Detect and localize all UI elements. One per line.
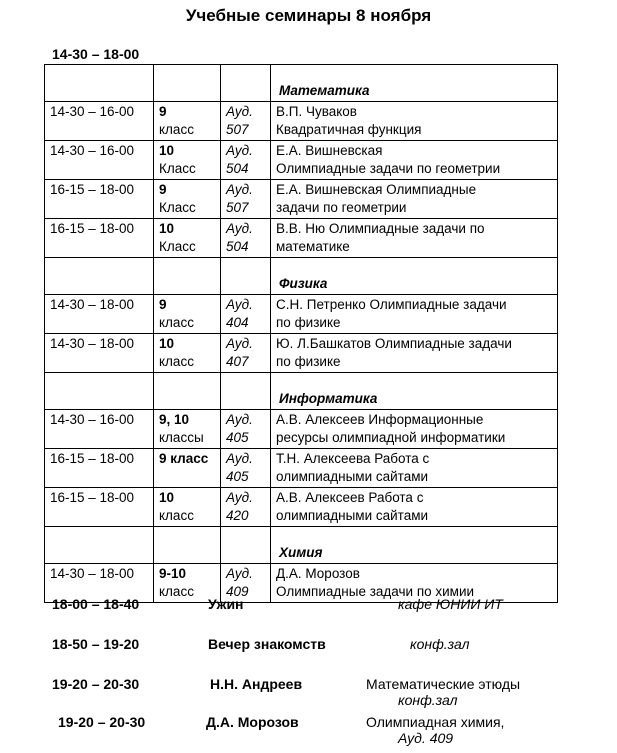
time-cell: 14-30 – 16-00 — [45, 410, 154, 449]
empty-cell — [45, 65, 154, 102]
seminar-line-2: ресурсы олимпиадной информатики — [276, 430, 506, 445]
subject-row — [45, 65, 558, 102]
time-cell: 16-15 – 18-00 — [45, 180, 154, 219]
subject-row — [45, 527, 558, 564]
table-row — [45, 410, 558, 449]
room-cell — [221, 488, 271, 527]
empty-cell — [154, 373, 221, 410]
grade-cell — [154, 334, 221, 373]
seminar-line-1: Е.А. Вишневская — [276, 143, 383, 158]
empty-cell — [154, 65, 221, 102]
room-number: 420 — [226, 508, 249, 523]
time-cell: 14-30 – 18-00 — [45, 564, 154, 603]
empty-cell — [221, 258, 271, 295]
room-number: 405 — [226, 469, 249, 484]
seminar-line-1: Е.А. Вишневская Олимпиадные — [276, 182, 477, 197]
event-place: кафе ЮНИИ ИТ — [398, 596, 503, 612]
seminar-line-1: Д.А. Морозов — [276, 566, 360, 581]
schedule-table — [44, 64, 558, 603]
table-row — [45, 180, 558, 219]
grade-number: 9 — [159, 104, 167, 119]
event-name: Д.А. Морозов — [206, 714, 299, 730]
room-label: Ауд. — [226, 297, 253, 312]
event-place: Ауд. 409 — [398, 730, 454, 746]
seminar-cell — [271, 295, 558, 334]
grade-cell — [154, 410, 221, 449]
room-number: 405 — [226, 430, 249, 445]
event-time: 18-50 – 19-20 — [52, 636, 140, 652]
event-place: конф.зал — [398, 692, 458, 708]
seminar-cell — [271, 334, 558, 373]
event-name: Вечер знакомств — [208, 636, 326, 652]
seminar-line-2: олимпиадными сайтами — [276, 508, 429, 523]
event-description: Математические этюды — [366, 676, 521, 692]
event-time: 18-00 – 18-40 — [52, 596, 140, 612]
seminar-cell — [271, 180, 558, 219]
seminar-line-1: Т.Н. Алексеева Работа с — [276, 451, 430, 466]
room-cell — [221, 102, 271, 141]
time-cell: 14-30 – 16-00 — [45, 141, 154, 180]
event-name: Ужин — [208, 596, 244, 612]
room-cell — [221, 219, 271, 258]
grade-word: Класс — [159, 239, 196, 254]
grade-cell — [154, 219, 221, 258]
seminar-cell — [271, 488, 558, 527]
grade-number: 9 — [159, 182, 167, 197]
grade-cell — [154, 295, 221, 334]
room-cell — [221, 410, 271, 449]
time-cell: 14-30 – 16-00 — [45, 102, 154, 141]
empty-cell — [45, 258, 154, 295]
grade-cell — [154, 488, 221, 527]
table-row — [45, 219, 558, 258]
subject-name: Информатика — [271, 373, 558, 410]
room-label: Ауд. — [226, 143, 253, 158]
event-item — [0, 636, 617, 672]
table-row — [45, 141, 558, 180]
room-label: Ауд. — [226, 336, 253, 351]
table-row — [45, 102, 558, 141]
grade-number: 10 — [159, 336, 175, 351]
block-time: 14-30 – 18-00 — [52, 46, 140, 62]
empty-cell — [154, 527, 221, 564]
seminar-line-2: задачи по геометрии — [276, 200, 407, 215]
event-name: Н.Н. Андреев — [210, 676, 303, 692]
room-number: 504 — [226, 161, 249, 176]
room-label: Ауд. — [226, 490, 253, 505]
room-label: Ауд. — [226, 412, 253, 427]
room-number: 409 — [226, 584, 249, 599]
seminar-line-1: Ю. Л.Башкатов Олимпиадные задачи — [276, 336, 512, 351]
room-label: Ауд. — [226, 182, 253, 197]
time-cell: 16-15 – 18-00 — [45, 449, 154, 488]
time-cell: 16-15 – 18-00 — [45, 219, 154, 258]
seminar-cell — [271, 102, 558, 141]
room-cell — [221, 141, 271, 180]
empty-cell — [221, 373, 271, 410]
grade-word: классы — [159, 430, 204, 445]
room-number: 507 — [226, 122, 249, 137]
empty-cell — [154, 258, 221, 295]
empty-cell — [45, 527, 154, 564]
seminar-line-2: математике — [276, 239, 350, 254]
room-number: 407 — [226, 354, 249, 369]
grade-number: 10 — [159, 143, 175, 158]
seminar-cell — [271, 449, 558, 488]
seminar-line-2: по физике — [276, 315, 341, 330]
time-cell: 14-30 – 18-00 — [45, 334, 154, 373]
event-item — [0, 714, 617, 750]
grade-number: 10 — [159, 490, 175, 505]
grade-word: Класс — [159, 200, 196, 215]
seminar-line-2: по физике — [276, 354, 341, 369]
grade-cell — [154, 449, 221, 488]
grade-word: класс — [159, 354, 194, 369]
event-item — [0, 676, 617, 712]
seminar-line-2: Олимпиадные задачи по геометрии — [276, 161, 501, 176]
grade-number: 10 — [159, 221, 175, 236]
room-number: 404 — [226, 315, 249, 330]
grade-cell — [154, 180, 221, 219]
event-time: 19-20 – 20-30 — [52, 676, 140, 692]
table-row — [45, 488, 558, 527]
table-row — [45, 334, 558, 373]
event-place: конф.зал — [410, 636, 470, 652]
room-number: 507 — [226, 200, 249, 215]
seminar-line-1: А.В. Алексеев Информационные — [276, 412, 484, 427]
grade-word: класс — [159, 584, 194, 599]
subject-name: Физика — [271, 258, 558, 295]
seminar-line-1: В.В. Ню Олимпиадные задачи по — [276, 221, 485, 236]
seminar-line-2: Квадратичная функция — [276, 122, 422, 137]
time-cell: 14-30 – 18-00 — [45, 295, 154, 334]
seminar-line-2: Олимпиадные задачи по химии — [276, 584, 475, 599]
time-cell: 16-15 – 18-00 — [45, 488, 154, 527]
grade-number: 9, 10 — [159, 412, 190, 427]
empty-cell — [221, 527, 271, 564]
room-cell — [221, 449, 271, 488]
seminar-cell — [271, 219, 558, 258]
subject-name: Химия — [271, 527, 558, 564]
room-number: 504 — [226, 239, 249, 254]
seminar-line-1: А.В. Алексеев Работа с — [276, 490, 424, 505]
table-row — [45, 449, 558, 488]
grade-cell — [154, 141, 221, 180]
seminar-cell — [271, 141, 558, 180]
empty-cell — [221, 65, 271, 102]
grade-number: 9-10 — [159, 566, 187, 581]
grade-word: класс — [159, 315, 194, 330]
empty-cell — [45, 373, 154, 410]
event-item — [0, 596, 617, 632]
grade-number: 9 — [159, 297, 167, 312]
seminar-cell — [271, 410, 558, 449]
seminar-line-2: олимпиадными сайтами — [276, 469, 429, 484]
event-description: Олимпиадная химия, — [366, 714, 505, 730]
grade-word: Класс — [159, 161, 196, 176]
page-title: Учебные семинары 8 ноября — [185, 6, 432, 25]
subject-name: Математика — [271, 65, 558, 102]
room-label: Ауд. — [226, 104, 253, 119]
room-cell — [221, 295, 271, 334]
grade-number: 9 класс — [159, 451, 209, 466]
room-cell — [221, 334, 271, 373]
room-label: Ауд. — [226, 221, 253, 236]
room-label: Ауд. — [226, 566, 253, 581]
room-cell — [221, 180, 271, 219]
seminar-line-1: С.Н. Петренко Олимпиадные задачи — [276, 297, 507, 312]
subject-row — [45, 373, 558, 410]
subject-row — [45, 258, 558, 295]
grade-word: класс — [159, 508, 194, 523]
event-time: 19-20 – 20-30 — [58, 714, 146, 730]
grade-word: класс — [159, 122, 194, 137]
seminar-line-1: В.П. Чуваков — [276, 104, 357, 119]
grade-cell — [154, 102, 221, 141]
table-row — [45, 295, 558, 334]
room-label: Ауд. — [226, 451, 253, 466]
